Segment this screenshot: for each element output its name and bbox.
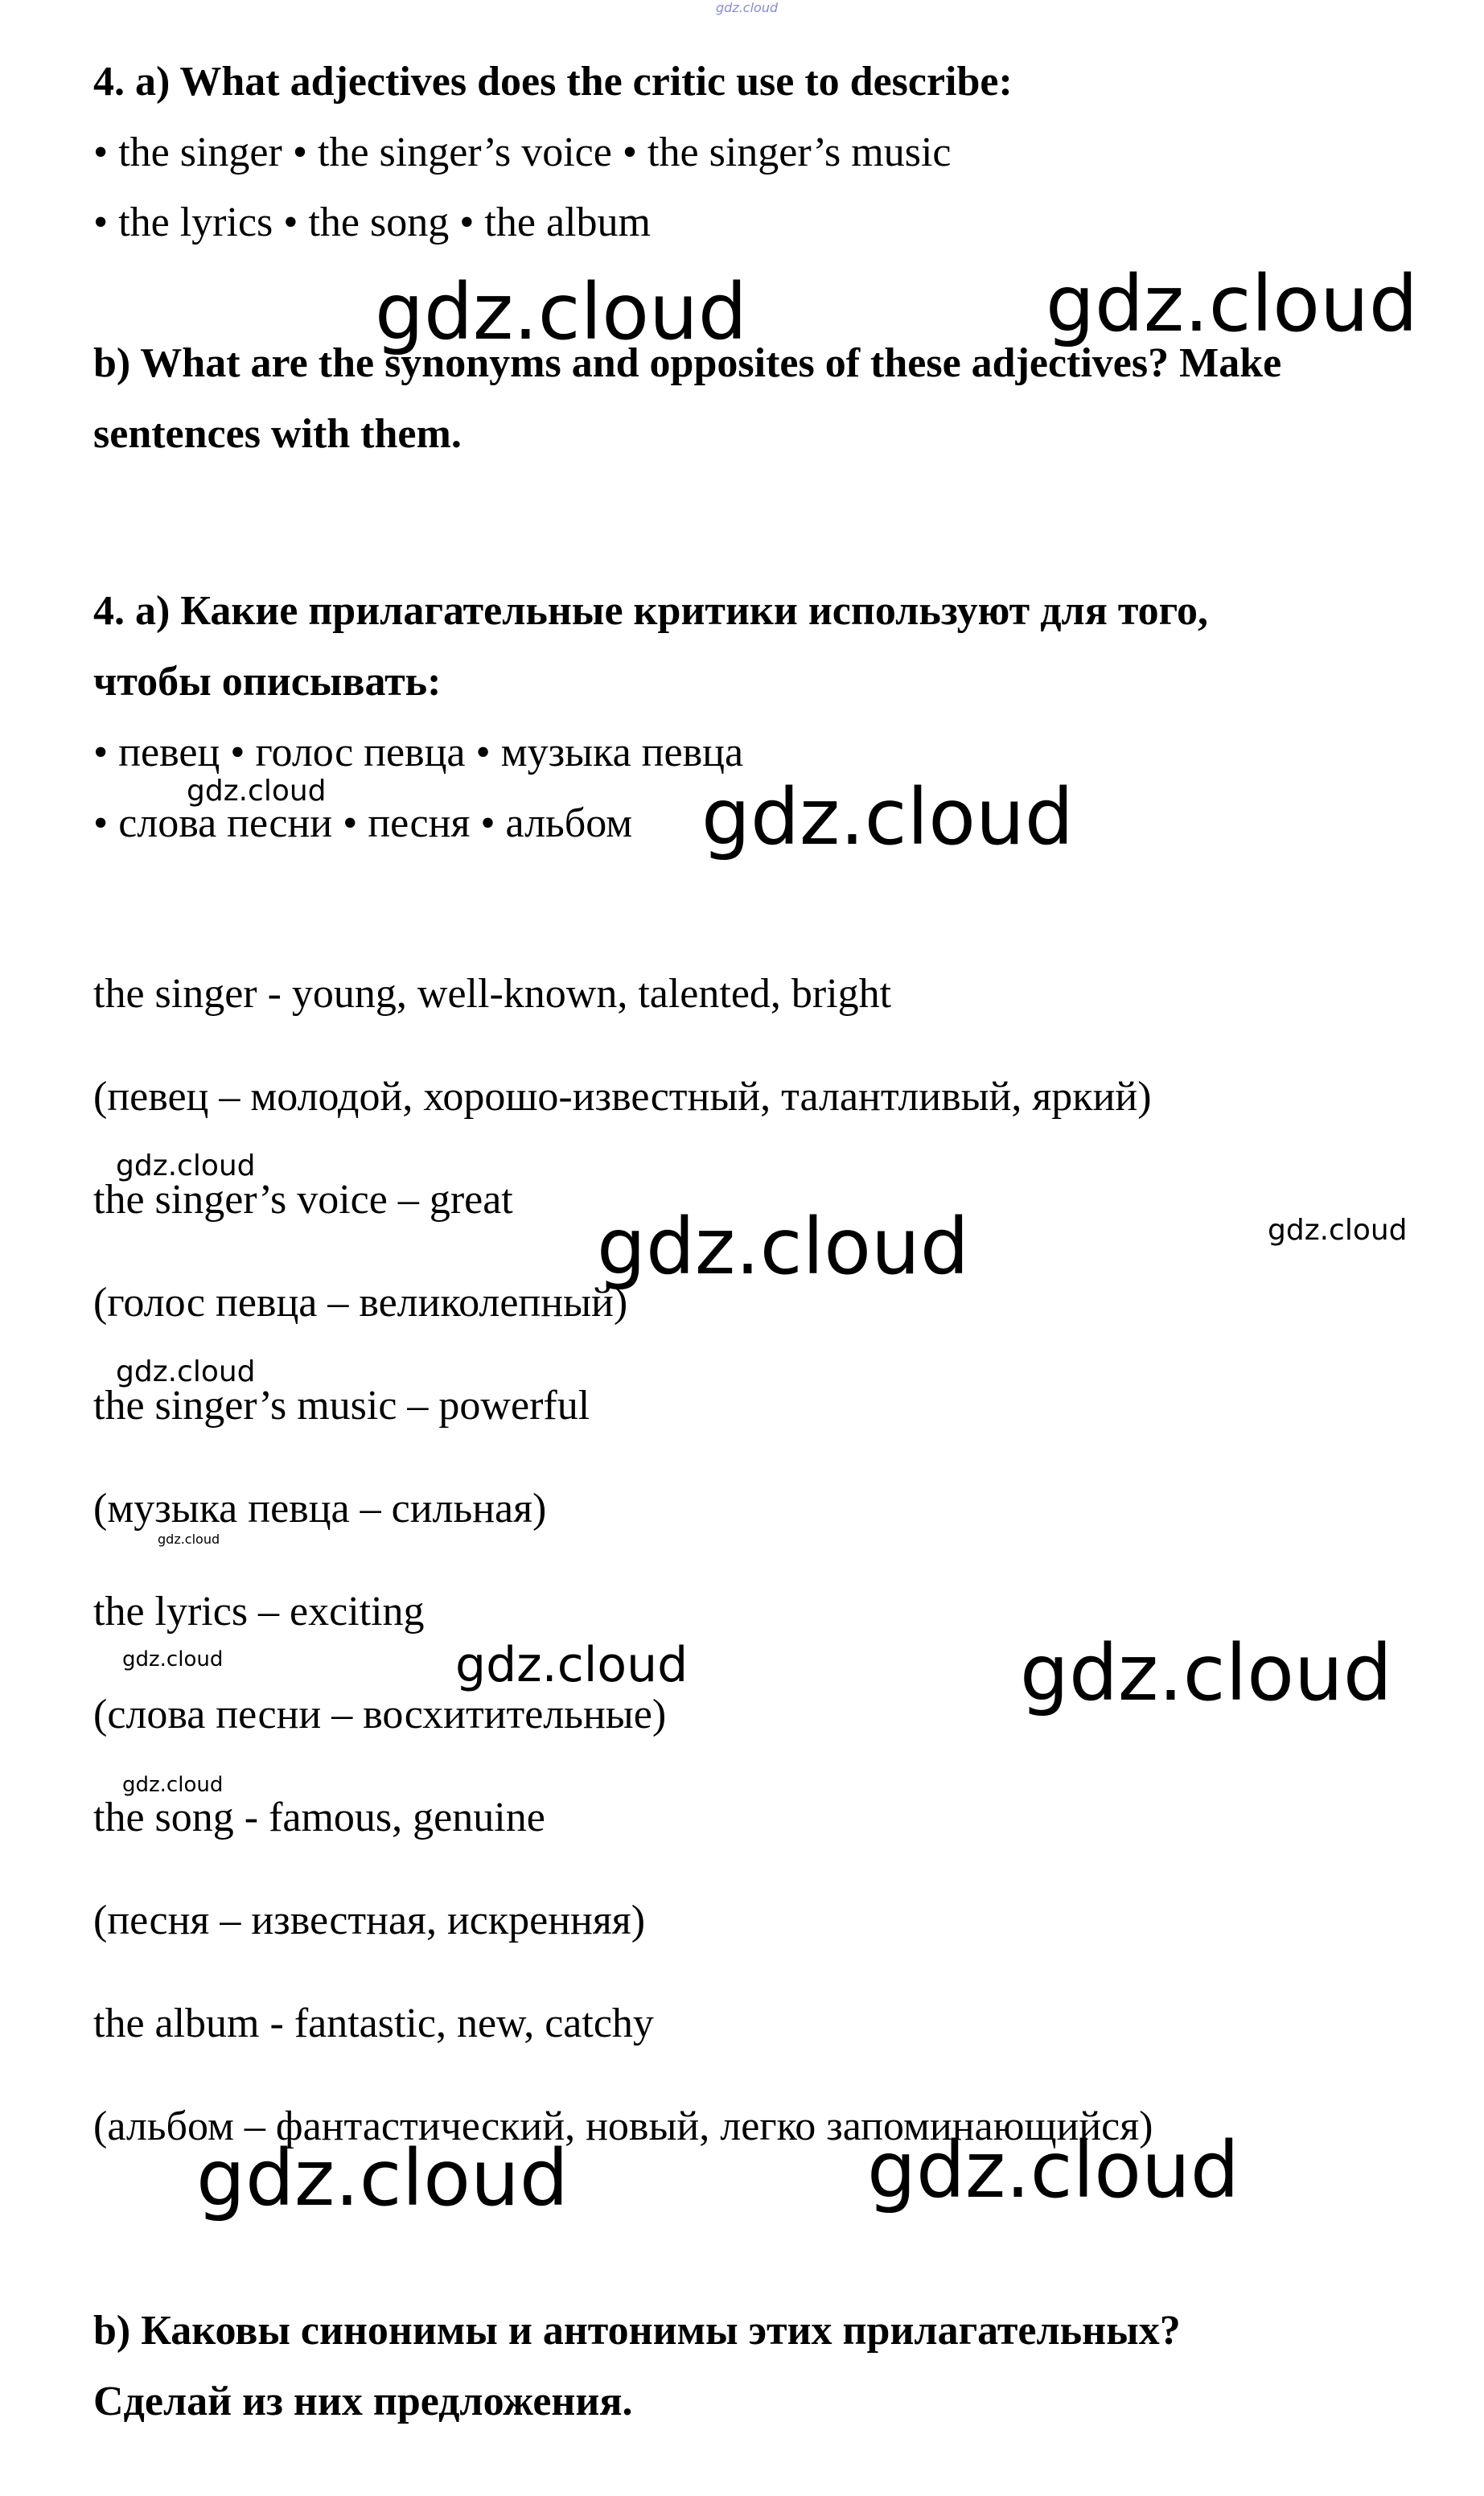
- task-heading-b-ru-2: Сделай из них предложения.: [93, 2379, 633, 2424]
- answer-ru-6: (альбом – фантастический, новый, легко запоминающийся): [93, 2103, 1153, 2149]
- watermark: gdz.cloud: [116, 1149, 256, 1182]
- watermark: gdz.cloud: [1020, 1628, 1392, 1718]
- answer-ru-2: (голос певца – великолепный): [93, 1280, 628, 1326]
- watermark: gdz.cloud: [122, 1647, 224, 1672]
- answer-en-5: the song - famous, genuine: [93, 1795, 545, 1840]
- answer-en-1: the singer - young, well-known, talented, bright: [93, 971, 892, 1017]
- watermark: gdz.cloud: [122, 1773, 224, 1797]
- watermark: gdz.cloud: [116, 1355, 256, 1388]
- watermark: gdz.cloud: [1268, 1214, 1408, 1247]
- answer-ru-1: (певец – молодой, хорошо-известный, талантливый, яркий): [93, 1074, 1152, 1120]
- task-heading-b-en-1: b) What are the synonyms and opposites of these adjectives? Make: [93, 340, 1282, 386]
- task-items-en-1: • the singer • the singer’s voice • the singer’s music: [93, 130, 952, 175]
- answer-ru-3: (музыка певца – сильная): [93, 1486, 547, 1532]
- answer-en-4: the lyrics – exciting: [93, 1589, 425, 1635]
- watermark: gdz.cloud: [187, 775, 327, 808]
- answer-ru-5: (песня – известная, искренняя): [93, 1898, 646, 1943]
- watermark: gdz.cloud: [867, 2125, 1239, 2215]
- task-items-ru-1: • певец • голос певца • музыка певца: [93, 730, 744, 775]
- task-heading-b-ru-1: b) Каковы синонимы и антонимы этих прилагательных?: [93, 2308, 1181, 2354]
- answer-en-2: the singer’s voice – great: [93, 1177, 513, 1223]
- answer-en-6: the album - fantastic, new, catchy: [93, 2001, 654, 2046]
- watermark: gdz.cloud: [716, 0, 779, 15]
- watermark: gdz.cloud: [597, 1202, 969, 1292]
- task-items-en-2: • the lyrics • the song • the album: [93, 199, 651, 245]
- task-heading-a-ru-1: 4. a) Какие прилагательные критики используют для того,: [93, 588, 1208, 634]
- watermark: gdz.cloud: [158, 1532, 220, 1547]
- watermark: gdz.cloud: [455, 1637, 689, 1693]
- task-heading-a-en: 4. a) What adjectives does the critic use to describe:: [93, 59, 1013, 105]
- watermark: gdz.cloud: [375, 267, 747, 357]
- answer-en-3: the singer’s music – powerful: [93, 1383, 590, 1429]
- task-heading-a-ru-2: чтобы описывать:: [93, 659, 442, 705]
- watermark: gdz.cloud: [701, 772, 1074, 862]
- answer-ru-4: (слова песни – восхитительные): [93, 1692, 667, 1737]
- task-items-ru-2: • слова песни • песня • альбом: [93, 800, 633, 846]
- watermark: gdz.cloud: [196, 2133, 569, 2223]
- watermark: gdz.cloud: [1046, 259, 1418, 349]
- task-heading-b-en-2: sentences with them.: [93, 411, 462, 457]
